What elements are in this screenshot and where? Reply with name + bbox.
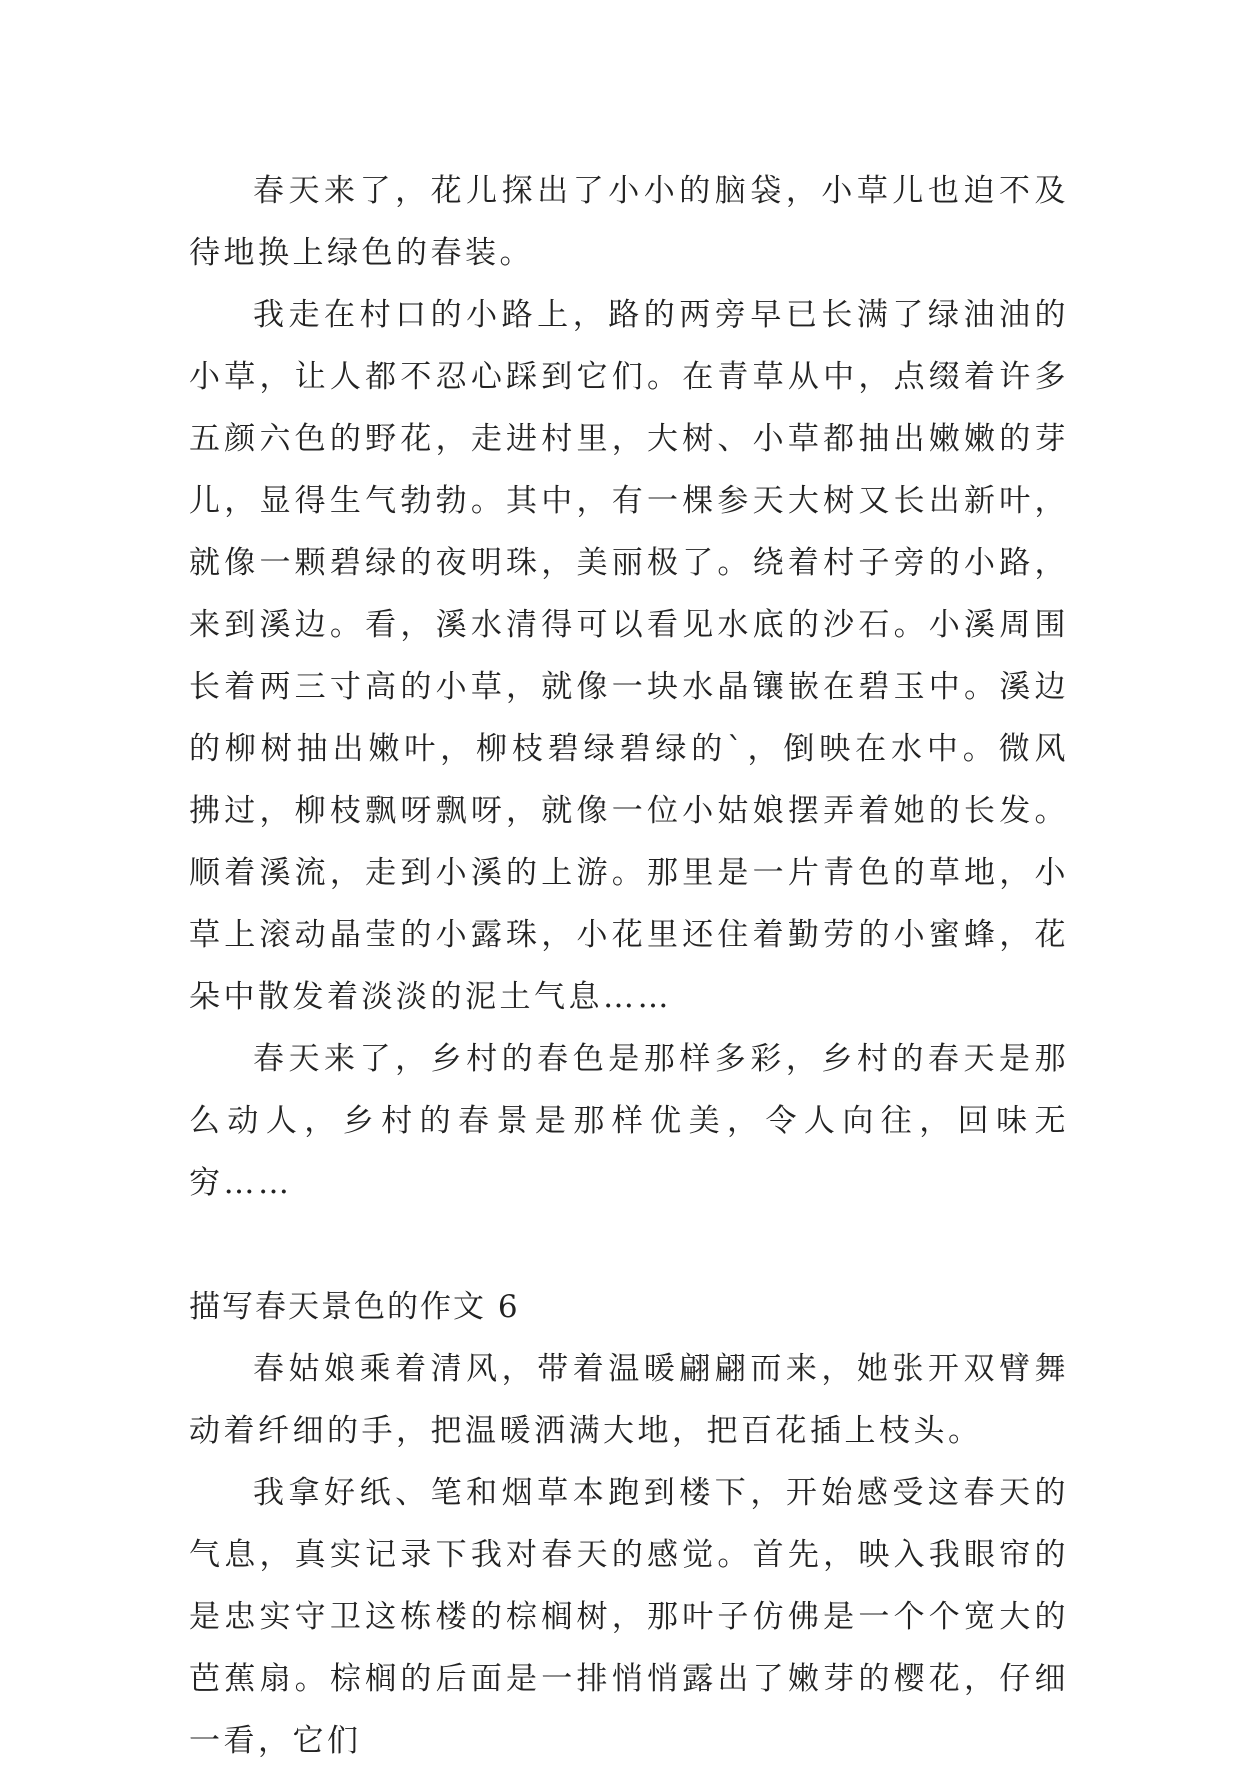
section-gap (189, 1214, 1069, 1276)
paragraph-village-conclusion: 春天来了，乡村的春色是那样多彩，乡村的春天是那么动人，乡村的春景是那样优美，令人向往，回味无穷…… (189, 1041, 1069, 1201)
paragraph-village-path: 我走在村口的小路上，路的两旁早已长满了绿油油的小草，让人都不忍心踩到它们。在青草从中，点缀着许多五颜六色的野花，走进村里，大树、小草都抽出嫩嫩的芽儿，显得生气勃勃。其中，有一棵参天大树又长出新叶，就像一颗碧绿的夜明珠，美丽极了。绕着村子旁的小路，来到溪边。看，溪水清得可以看见水底的沙石。小溪周围长着两三寸高的小草，就像一块水晶镶嵌在碧玉中。溪边的柳树抽出嫩叶，柳枝碧绿碧绿的`，倒映在水中。微风拂过，柳枝飘呀飘呀，就像一位小姑娘摆弄着她的长发。顺着溪流，走到小溪的上游。那里是一片青色的草地，小草上滚动晶莹的小露珠，小花里还住着勤劳的小蜜蜂，花朵中散发着淡淡的泥土气息…… (189, 297, 1069, 1015)
paragraph-palm-tree: 我拿好纸、笔和烟草本跑到楼下，开始感受这春天的气息，真实记录下我对春天的感觉。首先，映入我眼帘的是忠实守卫这栋楼的棕榈树，那叶子仿佛是一个个宽大的芭蕉扇。棕榈的后面是一排悄悄露出了嫩芽的樱花，仔细一看，它们 (189, 1475, 1069, 1759)
document-body (189, 160, 1069, 1772)
essay-heading: 描写春天景色的作文 6 (189, 1289, 520, 1325)
paragraph-spring-girl: 春姑娘乘着清风，带着温暖翩翩而来，她张开双臂舞动着纤细的手，把温暖洒满大地，把百花插上枝头。 (189, 1351, 1069, 1449)
paragraph-spring-arrives: 春天来了，花儿探出了小小的脑袋，小草儿也迫不及待地换上绿色的春装。 (189, 173, 1069, 271)
